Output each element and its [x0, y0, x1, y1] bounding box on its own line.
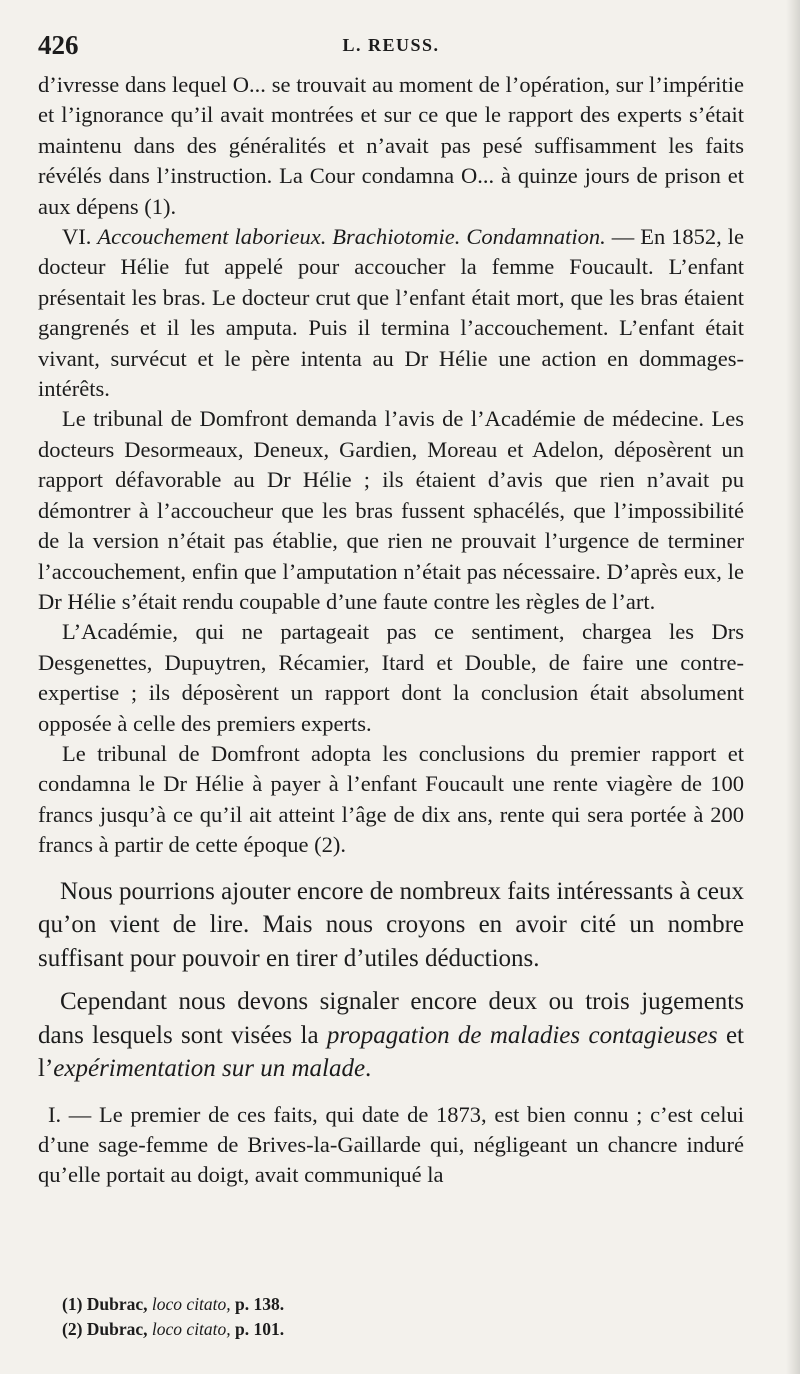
page-edge-shadow: [786, 0, 800, 1374]
paragraph-case-one: I. — Le premier de ces faits, qui date de 1873, est bien connu ; c’est celui d’une sage-femme de Brives-la-Gaillarde qui, négligeant un chancre induré qu’elle portait au doigt, avait communiqué la: [38, 1101, 744, 1188]
paragraph-conclusion: Nous pourrions ajouter encore de nombreux faits intéressants à ceux qu’on vient de lire. Mais nous croyons en avoir cité un nombre suffisant pour pouvoir en tirer d’utiles déductions.: [38, 877, 744, 972]
case-number: VI.: [62, 224, 92, 250]
jugements-text-middle: et l’: [38, 1021, 745, 1083]
case-title: Accouchement laborieux. Brachiotomie. Condamnation.: [97, 224, 606, 250]
paragraph-continuation: d’ivresse dans lequel O... se trouvait au moment de l’opération, sur l’impéritie et l’ignorance qu’il avait montrées et sur ce que le rapport des experts s’était maintenu dans des généralités et n’avait pas pesé suffisamment les faits révélés dans l’instruction. La Cour condamna O... à quinze jours de prison et aux dépens (1).: [38, 72, 744, 219]
footnote-marker: (2): [62, 1319, 83, 1339]
paragraph-jugements: [38, 985, 744, 1086]
footnote-1: [62, 1292, 284, 1317]
footnote-ref: loco citato,: [151, 1294, 231, 1314]
footnote-page: p. 101.: [235, 1319, 285, 1339]
main-text: [38, 70, 744, 861]
page-header: [38, 30, 744, 70]
footnote-2: [62, 1317, 284, 1342]
case-six-paragraph: [38, 222, 744, 404]
footnote-author: Dubrac,: [86, 1319, 148, 1339]
italic-propagation: propagation de maladies contagieuses: [326, 1021, 718, 1049]
footnote-marker: (1): [62, 1294, 83, 1314]
footnote-ref: loco citato,: [151, 1319, 231, 1339]
page-number: 426: [38, 30, 79, 60]
italic-experimentation: expérimentation sur un malade: [53, 1055, 366, 1083]
case-text: — En 1852, le docteur Hélie fut appelé pour accoucher la femme Foucault. L’enfant présentait les bras. Le docteur crut que l’enfant était mort, que les bras étaient gangrenés et il les amputa. Puis il termina l’accouchement. L’enfant était vivant, survécut et le père intenta au Dr Hélie une action en dommages-intérêts.: [38, 224, 744, 402]
footnote-page: p. 138.: [235, 1294, 285, 1314]
footnote-author: Dubrac,: [86, 1294, 148, 1314]
large-text-section: [38, 875, 744, 1086]
footnotes: [62, 1292, 284, 1342]
paragraph-domfront: Le tribunal de Domfront adopta les conclusions du premier rapport et condamna le Dr Hélie à payer à l’enfant Foucault une rente viagère de 100 francs jusqu’à ce qu’il ait atteint l’âge de dix ans, rente qui sera portée à 200 francs à partir de cette époque (2).: [38, 740, 744, 858]
jugements-text-start: Cependant nous devons signaler encore deux ou trois jugements dans lesquels sont visées la: [38, 988, 744, 1049]
paragraph-academie: L’Académie, qui ne partageait pas ce sentiment, chargea les Drs Desgenettes, Dupuytren, Récamier, Itard et Double, de faire une contre-expertise ; ils déposèrent un rapport dont la conclusion était absolument opposée à celle des premiers experts.: [38, 619, 744, 736]
paragraph-tribunal: Le tribunal de Domfront demanda l’avis de l’Académie de médecine. Les docteurs Desormeaux, Deneux, Gardien, Moreau et Adelon, déposèrent un rapport défavorable au Dr Hélie ; ils étaient d’avis que rien n’avait pu démontrer à l’accoucheur que les bras fussent sphacélés, que l’impossibilité de la version n’était pas établie, que rien ne prouvait l’urgence de terminer l’accouchement, enfin que l’amputation n’était pas nécessaire. D’après eux, le Dr Hélie s’était rendu coupable d’une faute contre les règles de l’art.: [38, 406, 744, 614]
jugements-text-end: .: [365, 1055, 372, 1083]
running-head: L. REUSS.: [342, 35, 440, 55]
book-page: [38, 30, 744, 1191]
